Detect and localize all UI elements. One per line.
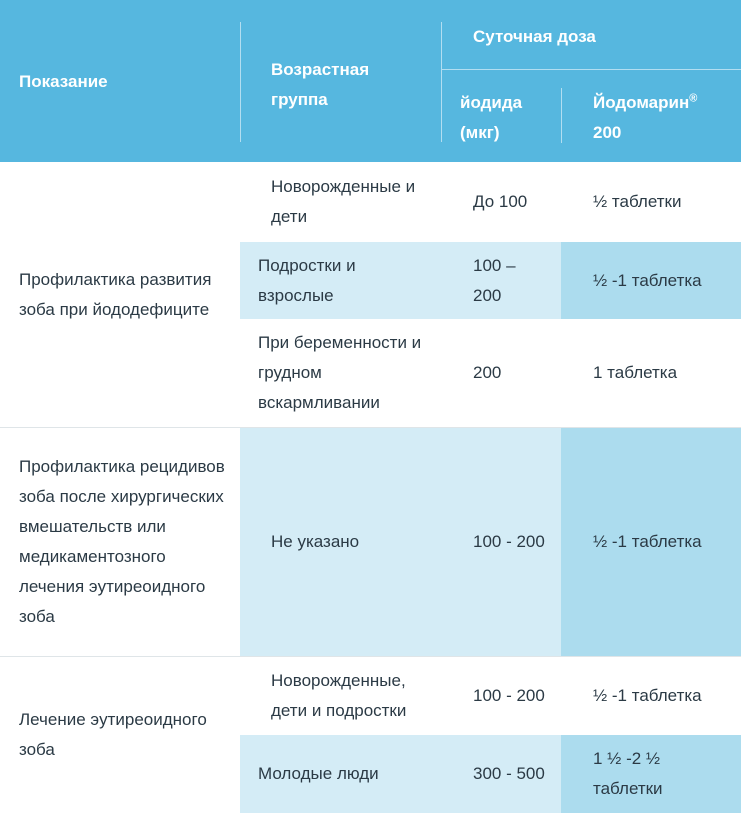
iodide-cell: До 100 (441, 162, 561, 242)
dose-cell: 1 ½ -2 ½ таблетки (561, 735, 741, 813)
header-subdivider (442, 69, 741, 70)
header-divider (240, 22, 241, 142)
iodide-cell: 100 - 200 (441, 428, 561, 656)
header-iodide: йодида (мкг) (460, 93, 523, 142)
iodide-cell: 100 – 200 (441, 242, 561, 319)
indication-cell: Профилактика развития зоба при йододефиците (0, 162, 240, 427)
registered-mark: ® (689, 92, 698, 105)
dose-cell: ½ таблетки (561, 162, 741, 242)
header-divider (561, 88, 562, 143)
age-cell: Молодые люди (240, 735, 441, 813)
header-product-strength: 200 (593, 123, 622, 142)
header-daily-dose: Суточная доза (473, 27, 596, 46)
indication-cell: Профилактика рецидивов зоба после хирургических вмешательств или медикаментозного лечения эутиреоидного зоба (0, 428, 240, 656)
age-cell: Новорожденные и дети (240, 162, 441, 242)
age-cell: Подростки и взрослые (240, 242, 441, 319)
dose-cell: 1 таблетка (561, 319, 741, 427)
age-cell: При беременности и грудном вскармливании (240, 319, 441, 427)
dose-cell: ½ -1 таблетка (561, 242, 741, 319)
age-cell: Новорожденные, дети и подростки (240, 657, 441, 735)
header-product (593, 88, 733, 148)
iodide-cell: 300 - 500 (441, 735, 561, 813)
dose-cell: ½ -1 таблетка (561, 428, 741, 656)
header-age-group: Возрастная группа (271, 60, 370, 109)
iodide-cell: 100 - 200 (441, 657, 561, 735)
header-divider (441, 22, 442, 142)
header-indication: Показание (19, 72, 108, 91)
header-product-name: Йодомарин (593, 93, 690, 112)
iodide-cell: 200 (441, 319, 561, 427)
age-cell: Не указано (240, 428, 441, 656)
dose-cell: ½ -1 таблетка (561, 657, 741, 735)
indication-cell: Лечение эутиреоидного зоба (0, 657, 240, 813)
